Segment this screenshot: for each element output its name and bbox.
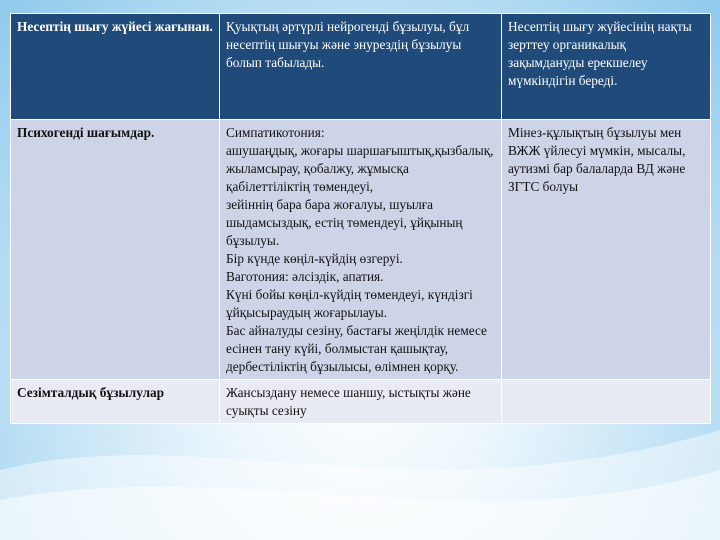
description-line: дербестіліктің бұзылысы, өлімнен қорқу. (226, 359, 459, 374)
description-line: ашушаңдық, жоғары шаршағыштық,қызбалық, жыламсырау, қобалжу, жұмысқа қабілеттіліктің төмендеуі, (226, 143, 494, 194)
table-header-row (11, 14, 711, 120)
row1-note: Мінез-құлықтың бұзылуы мен ВЖЖ үйлесуі мүмкін, мысалы, аутизмі бар балаларда ВД және ЗГТС болуы (502, 120, 711, 380)
table-row (11, 380, 711, 424)
header-cell-1: Несептің шығу жүйесі жағынан. (11, 14, 220, 120)
row1-category: Психогенді шағымдар. (11, 120, 220, 380)
description-line: Бас айналуды сезіну, бастағы жеңілдік немесе есінен тану күйі, болмыстан қашықтау, (226, 323, 487, 356)
row2-category: Сезімталдық бұзылулар (11, 380, 220, 424)
description-line: зейіннің бара бара жоғалуы, шуылға шыдамсыздық, естің төмендеуі, ұйқының бұзылуы. (226, 197, 463, 248)
info-table (10, 13, 711, 424)
row2-note (502, 380, 711, 424)
header-cell-3: Несептің шығу жүйесінің нақты зерттеу органикалық зақымдануды ерекшелеу мүмкіндігін береді. (502, 14, 711, 120)
description-line: Ваготония: әлсіздік, апатия. (226, 269, 384, 284)
row2-description: Жансыздану немесе шаншу, ыстықты және суықты сезіну (220, 380, 502, 424)
table-row (11, 120, 711, 380)
description-line: Симпатикотония: (226, 125, 325, 140)
header-cell-2: Қуықтың әртүрлі нейрогенді бұзылуы, бұл несептің шығуы және энурездің бұзылуы болып табылады. (220, 14, 502, 120)
row1-description (220, 120, 502, 380)
description-line: Күні бойы көңіл-күйдің төмендеуі, күндізгі ұйқысыраудың жоғарылауы. (226, 287, 473, 320)
description-line: Бір күнде көңіл-күйдің өзгеруі. (226, 251, 403, 266)
